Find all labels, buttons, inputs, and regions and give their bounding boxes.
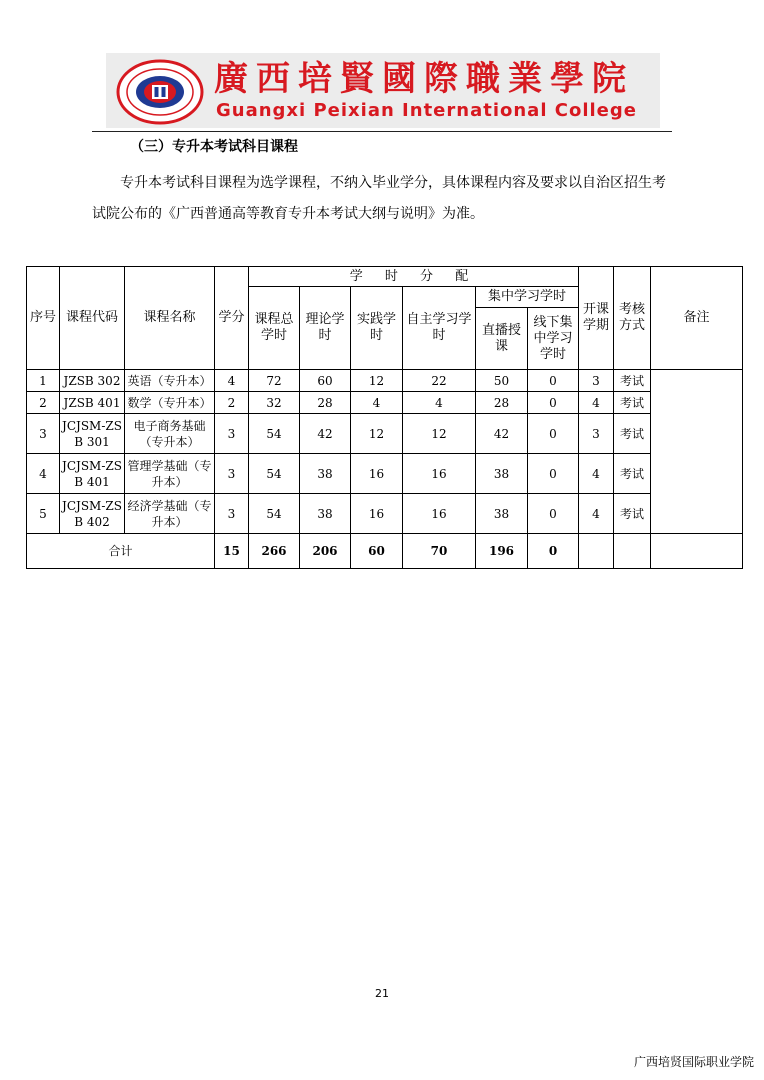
cell-self: 22 [403, 370, 476, 392]
total-self: 70 [403, 534, 476, 569]
section-paragraph: 专升本考试科目课程为选学课程，不纳入毕业学分，具体课程内容及要求以自治区招生考试院公布的《广西普通高等教育专升本考试大纲与说明》为准。 [92, 175, 666, 222]
cell-live: 28 [476, 392, 528, 414]
cell-term: 4 [579, 454, 614, 494]
cell-assess: 考试 [614, 494, 651, 534]
cell-total: 54 [249, 494, 300, 534]
cell-self: 16 [403, 454, 476, 494]
cell-seq: 5 [27, 494, 60, 534]
cell-code: JZSB 401 [60, 392, 125, 414]
total-row [27, 534, 743, 569]
cell-code: JCJSM-ZSB 402 [60, 494, 125, 534]
cell-term: 4 [579, 494, 614, 534]
cell-offline: 0 [528, 454, 579, 494]
cell-practice: 16 [351, 454, 403, 494]
cell-offline: 0 [528, 392, 579, 414]
cell-name: 数学（专升本） [125, 392, 215, 414]
cell-name: 英语（专升本） [125, 370, 215, 392]
cell-name: 经济学基础（专升本） [125, 494, 215, 534]
cell-live: 50 [476, 370, 528, 392]
cell-credit: 2 [215, 392, 249, 414]
cell-theory: 38 [300, 494, 351, 534]
section-title: （三）专升本考试科目课程 [130, 139, 298, 155]
cell-offline: 0 [528, 414, 579, 454]
cell-self: 12 [403, 414, 476, 454]
header-divider [92, 131, 672, 132]
cell-name: 管理学基础（专升本） [125, 454, 215, 494]
total-label: 合计 [27, 534, 215, 569]
cell-total: 54 [249, 414, 300, 454]
cell-code: JCJSM-ZSB 301 [60, 414, 125, 454]
college-seal-logo [116, 59, 204, 125]
cell-practice: 16 [351, 494, 403, 534]
header-seq: 序号 [27, 267, 60, 370]
header-term: 开课学期 [579, 267, 614, 370]
total-hours: 266 [249, 534, 300, 569]
cell-offline: 0 [528, 494, 579, 534]
cell-seq: 3 [27, 414, 60, 454]
cell-seq: 4 [27, 454, 60, 494]
header-code: 课程代码 [60, 267, 125, 370]
cell-theory: 42 [300, 414, 351, 454]
cell-live: 42 [476, 414, 528, 454]
header-hours-group: 学 时 分 配 [249, 267, 579, 287]
cell-total: 54 [249, 454, 300, 494]
cell-code: JZSB 302 [60, 370, 125, 392]
cell-theory: 38 [300, 454, 351, 494]
header-credit: 学分 [215, 267, 249, 370]
cell-practice: 4 [351, 392, 403, 414]
cell-practice: 12 [351, 370, 403, 392]
cell-self: 4 [403, 392, 476, 414]
header-total-hours: 课程总学时 [249, 287, 300, 370]
header-self-study: 自主学习学时 [403, 287, 476, 370]
header-practice: 实践学时 [351, 287, 403, 370]
page-number: 21 [375, 987, 389, 1000]
college-name-en: Guangxi Peixian International College [216, 100, 637, 121]
cell-assess: 考试 [614, 414, 651, 454]
cell-practice: 12 [351, 414, 403, 454]
cell-credit: 3 [215, 494, 249, 534]
cell-name: 电子商务基础（专升本） [125, 414, 215, 454]
cell-credit: 4 [215, 370, 249, 392]
total-term [579, 534, 614, 569]
cell-total: 72 [249, 370, 300, 392]
header-name: 课程名称 [125, 267, 215, 370]
header-assessment: 考核方式 [614, 267, 651, 370]
header-theory: 理论学时 [300, 287, 351, 370]
header-banner [106, 53, 660, 128]
college-name-cn: 廣西培賢國際職業學院 [214, 59, 634, 99]
header-live: 直播授课 [476, 308, 528, 370]
total-offline: 0 [528, 534, 579, 569]
cell-credit: 3 [215, 454, 249, 494]
cell-theory: 28 [300, 392, 351, 414]
table-row [27, 370, 743, 392]
cell-live: 38 [476, 494, 528, 534]
cell-code: JCJSM-ZSB 401 [60, 454, 125, 494]
total-remark [651, 534, 743, 569]
total-credit: 15 [215, 534, 249, 569]
cell-credit: 3 [215, 414, 249, 454]
cell-offline: 0 [528, 370, 579, 392]
cell-remark [651, 370, 743, 534]
cell-self: 16 [403, 494, 476, 534]
cell-seq: 2 [27, 392, 60, 414]
total-assess [614, 534, 651, 569]
cell-assess: 考试 [614, 392, 651, 414]
cell-seq: 1 [27, 370, 60, 392]
table-row [27, 414, 743, 454]
cell-term: 3 [579, 370, 614, 392]
header-centralized: 集中学习学时 [476, 287, 579, 308]
cell-theory: 60 [300, 370, 351, 392]
cell-assess: 考试 [614, 454, 651, 494]
cell-term: 4 [579, 392, 614, 414]
table-row [27, 454, 743, 494]
cell-term: 3 [579, 414, 614, 454]
total-theory: 206 [300, 534, 351, 569]
cell-assess: 考试 [614, 370, 651, 392]
table-row [27, 494, 743, 534]
cell-total: 32 [249, 392, 300, 414]
header-offline: 线下集中学习学时 [528, 308, 579, 370]
footer-college-name: 广西培贤国际职业学院 [633, 1055, 754, 1069]
cell-live: 38 [476, 454, 528, 494]
course-table [26, 266, 743, 569]
total-live: 196 [476, 534, 528, 569]
table-row [27, 392, 743, 414]
total-practice: 60 [351, 534, 403, 569]
header-remark: 备注 [651, 267, 743, 370]
